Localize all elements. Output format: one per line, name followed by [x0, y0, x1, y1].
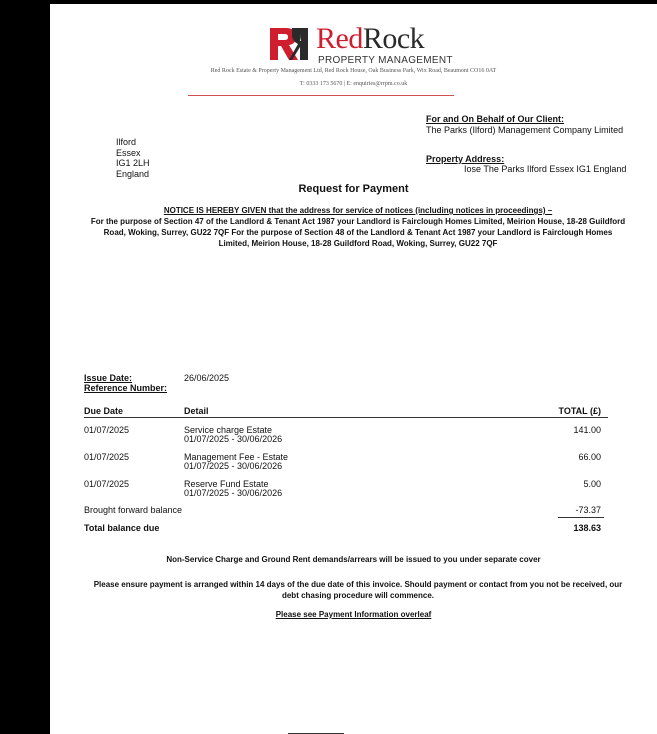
notice-heading: NOTICE IS HEREBY GIVEN that the address for service of notices (including notices in proceedings) – — [163, 206, 553, 215]
total-header: TOTAL (£) — [558, 406, 601, 416]
row-due-date: 01/07/2025 — [84, 452, 130, 462]
overleaf-link[interactable]: Please see Payment Information overleaf — [275, 610, 432, 619]
row-due-date: 01/07/2025 — [84, 479, 130, 489]
reference-label: Reference Number: — [84, 383, 168, 393]
brand-tagline: PROPERTY MANAGEMENT — [318, 55, 453, 66]
total-due-label: Total balance due — [84, 523, 160, 533]
table-header-rule — [84, 417, 608, 418]
brought-forward-value: -73.37 — [575, 505, 601, 515]
payment-notice: Please ensure payment is arranged within 14 days of the due date of this invoice. Should payment or contact from you not be received, our debt chasing procedure will commence. — [93, 580, 623, 600]
property-heading: Property Address: — [426, 154, 505, 164]
due-date-header: Due Date — [84, 406, 124, 416]
detail-header: Detail — [184, 406, 209, 416]
row-detail: Reserve Fund Estate — [184, 479, 269, 489]
page-title: Request for Payment — [298, 183, 409, 195]
recipient-address — [116, 137, 150, 179]
row-due-date: 01/07/2025 — [84, 425, 130, 435]
row-period: 01/07/2025 - 30/06/2026 — [184, 461, 283, 471]
brand-name: RedRock — [316, 22, 425, 55]
total-due-value: 138.63 — [573, 523, 601, 533]
separate-cover-notice: Non-Service Charge and Ground Rent demands/arrears will be issued to you under separate cover — [166, 555, 541, 564]
document-page — [50, 4, 657, 734]
client-name: The Parks (Ilford) Management Company Limited — [426, 125, 624, 135]
redrock-logo-icon — [268, 26, 310, 62]
property-address: Iose The Parks Ilford Essex IG1 England — [464, 164, 627, 174]
header-divider — [188, 95, 454, 96]
service-notice — [88, 205, 628, 249]
recipient-line: IG1 2LH — [116, 158, 150, 168]
recipient-line: England — [116, 168, 150, 179]
company-address: Red Rock Estate & Property Management Ltd, Red Rock House, Oak Business Park, Wix Road, Beaumont CO16 0AT — [210, 68, 497, 74]
row-amount: 66.00 — [578, 452, 601, 462]
total-rule — [558, 517, 604, 518]
recipient-line: Essex — [116, 147, 141, 158]
issue-date-value: 26/06/2025 — [184, 373, 230, 383]
row-detail: Management Fee - Estate — [184, 452, 289, 462]
client-heading: For and On Behalf of Our Client: — [426, 114, 564, 124]
company-contact: T: 0333 173 5670 | E: enquiries@rrpm.co.uk — [299, 81, 408, 87]
row-period: 01/07/2025 - 30/06/2026 — [184, 488, 283, 498]
issue-date-label: Issue Date: — [84, 373, 133, 383]
row-amount: 141.00 — [573, 425, 601, 435]
row-amount: 5.00 — [583, 479, 601, 489]
recipient-line: Ilford — [116, 137, 137, 147]
row-period: 01/07/2025 - 30/06/2026 — [184, 434, 283, 444]
brought-forward-label: Brought forward balance — [84, 505, 183, 515]
notice-body: For the purpose of Section 47 of the Landlord & Tenant Act 1987 your Landlord is Fairclough Homes Limited, Meirion House, 18-28 Guildford Road, Woking, Surrey, GU22 7QF For the purpose of Section 48 of the Landlord & Tenant Act 1987 your Landlord is Fairclough Homes Limited, Meirion House, 18-28 Guildford Road, Woking, Surrey, GU22 7QF — [90, 217, 626, 248]
row-detail: Service charge Estate — [184, 425, 273, 435]
company-logo — [268, 24, 488, 66]
